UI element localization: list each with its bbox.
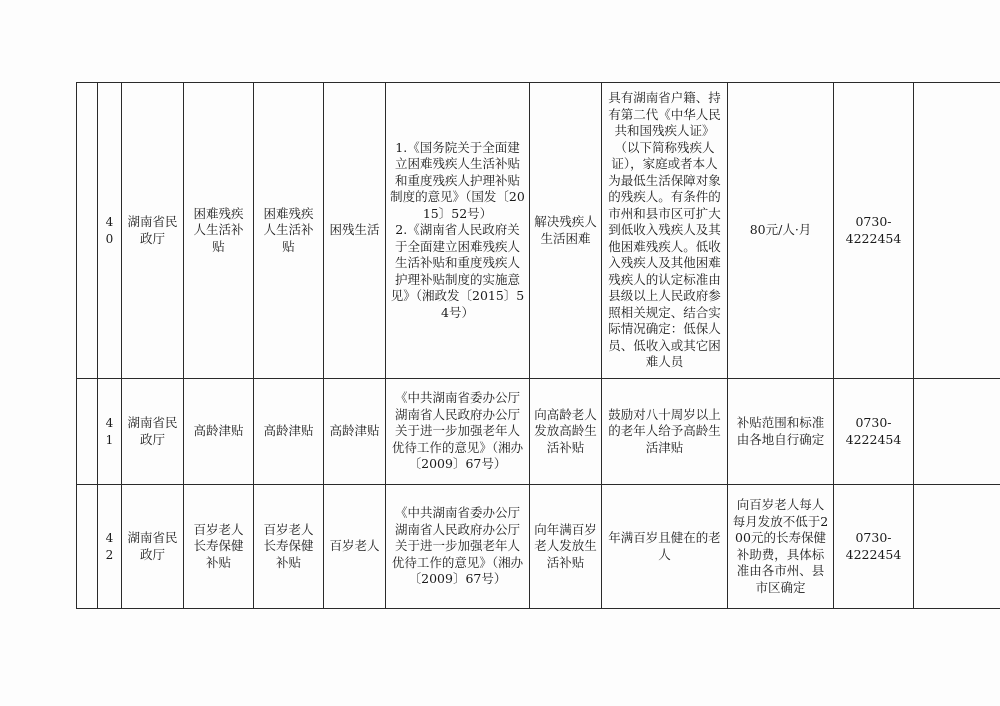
table-row: [77, 485, 1000, 609]
category-cell: 困残生活: [324, 83, 386, 379]
phone-cell: [834, 485, 914, 609]
subsidy-name-cell: 百岁老人长寿保健补贴: [254, 485, 324, 609]
category-cell: 高龄津贴: [324, 379, 386, 485]
category-cell: 百岁老人: [324, 485, 386, 609]
left-margin-cell: [77, 83, 98, 379]
phone-line: 0730-: [855, 214, 892, 229]
remark-cell: [914, 379, 1000, 485]
row-number: 42: [98, 485, 122, 609]
phone-cell: [834, 379, 914, 485]
left-margin-cell: [77, 485, 98, 609]
policy-basis-cell: 《中共湖南省委办公厅湖南省人民政府办公厅关于进一步加强老年人优待工作的意见》（湘办〔2009〕67号）: [386, 485, 530, 609]
project-name-cell: 百岁老人长寿保健补贴: [184, 485, 254, 609]
purpose-cell: 向年满百岁老人发放生活补贴: [530, 485, 602, 609]
remark-cell: [914, 83, 1000, 379]
department-cell: 湖南省民政厅: [122, 485, 184, 609]
purpose-cell: 向高龄老人发放高龄生活补贴: [530, 379, 602, 485]
remark-cell: [914, 485, 1000, 609]
standard-cell: 向百岁老人每人每月发放不低于200元的长寿保健补助费，具体标准由各市州、县市区确定: [728, 485, 834, 609]
left-margin-cell: [77, 379, 98, 485]
department-cell: 湖南省民政厅: [122, 83, 184, 379]
project-name-cell: 困难残疾人生活补贴: [184, 83, 254, 379]
phone-line: 0730-: [855, 530, 892, 545]
eligibility-cell: 具有湖南省户籍、持有第二代《中华人民共和国残疾人证》（以下简称残疾人证），家庭或者本人为最低生活保障对象的残疾人。有条件的市州和县市区可扩大到低收入残疾人及其他困难残疾人。低收入残疾人及其他困难残疾人的认定标准由县级以上人民政府参照相关规定、结合实际情况确定：低保人员、低收入或其它困难人员: [602, 83, 728, 379]
project-name-cell: 高龄津贴: [184, 379, 254, 485]
table-row: [77, 83, 1000, 379]
row-number: 41: [98, 379, 122, 485]
phone-cell: [834, 83, 914, 379]
eligibility-cell: 年满百岁且健在的老人: [602, 485, 728, 609]
purpose-cell: 解决残疾人生活困难: [530, 83, 602, 379]
phone-line: 4222454: [845, 230, 902, 246]
row-number: 40: [98, 83, 122, 379]
subsidy-name-cell: 高龄津贴: [254, 379, 324, 485]
policy-basis-cell: 1.《国务院关于全面建立困难残疾人生活补贴和重度残疾人护理补贴制度的意见》（国发〔2015〕52号） 2.《湖南省人民政府关于全面建立困难残疾人生活补贴和重度残疾人护理补贴制度的实施意见》（湘政发〔2015〕54号）: [386, 83, 530, 379]
table-row: [77, 379, 1000, 485]
policy-basis-cell: 《中共湖南省委办公厅湖南省人民政府办公厅关于进一步加强老年人优待工作的意见》（湘办〔2009〕67号）: [386, 379, 530, 485]
subsidy-name-cell: 困难残疾人生活补贴: [254, 83, 324, 379]
subsidy-table: [76, 82, 1000, 609]
phone-line: 0730-: [855, 415, 892, 430]
phone-line: 4222454: [845, 431, 902, 447]
phone-line: 4222454: [845, 546, 902, 562]
standard-cell: 补贴范围和标准由各地自行确定: [728, 379, 834, 485]
eligibility-cell: 鼓励对八十周岁以上的老年人给予高龄生活津贴: [602, 379, 728, 485]
standard-cell: 80元/人·月: [728, 83, 834, 379]
department-cell: 湖南省民政厅: [122, 379, 184, 485]
